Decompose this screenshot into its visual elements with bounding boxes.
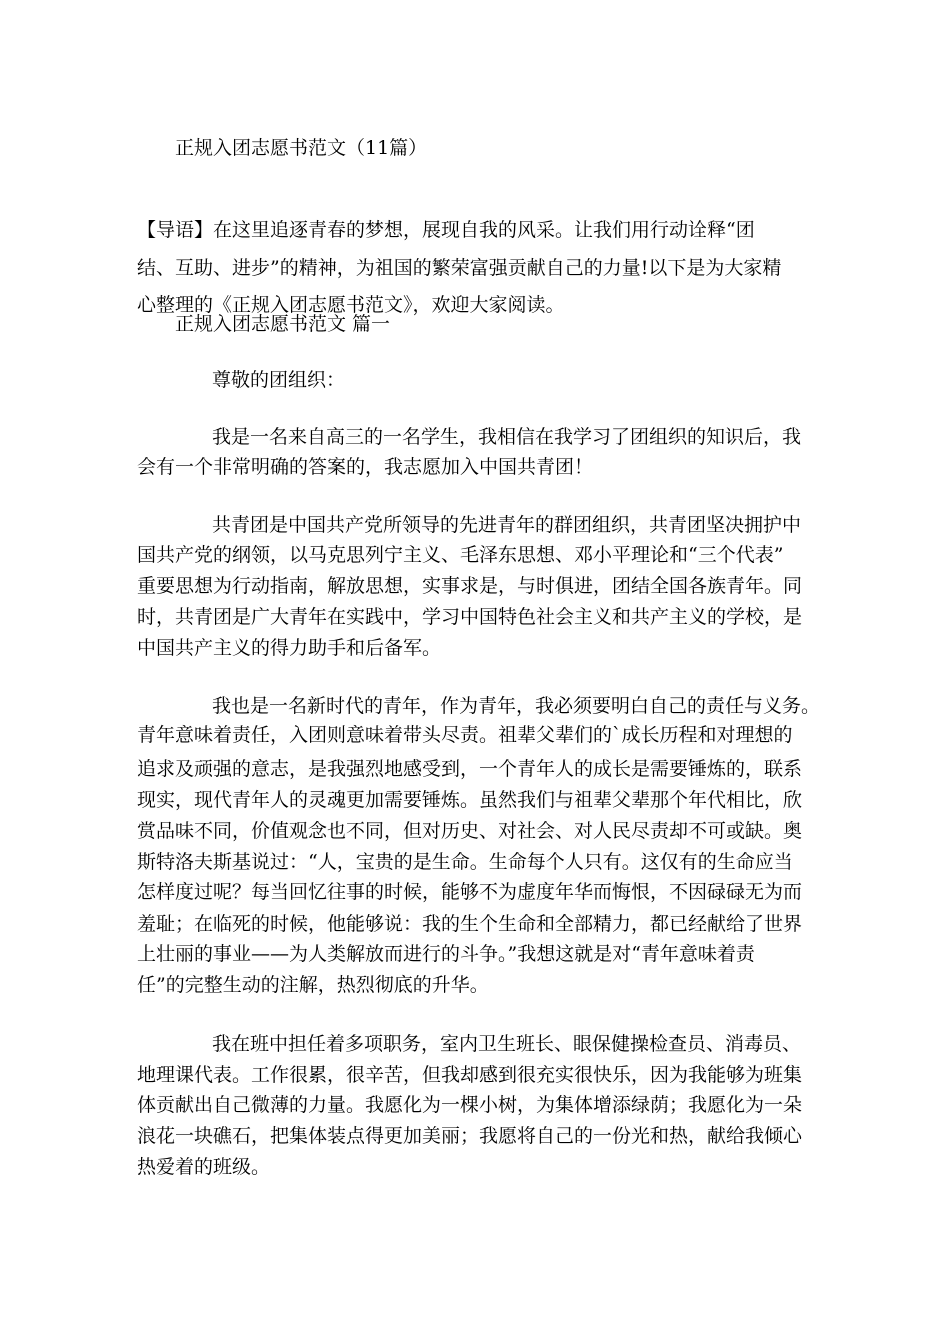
paragraph-line: 怎样度过呢？每当回忆往事的时候，能够不为虚度年华而悔恨，不因碌碌无为而 [137,881,803,903]
salutation: 尊敬的团组织： [212,369,346,391]
paragraph-line: 任”的完整生动的注解，热烈彻底的升华。 [137,974,489,996]
document-title: 正规入团志愿书范文（11篇） [175,137,428,159]
paragraph-line: 重要思想为行动指南，解放思想，实事求是，与时俱进，团结全国各族青年。同 [137,575,803,597]
paragraph-line: 青年意味着责任，入团则意味着带头尽责。祖辈父辈们的`成长历程和对理想的 [137,724,793,746]
paragraph-line: 赏品味不同，价值观念也不同，但对历史、对社会、对人民尽责却不可或缺。奥 [137,820,803,842]
paragraph-line: 热爱着的班级。 [137,1156,271,1178]
paragraph-line: 体贡献出自己微薄的力量。我愿化为一棵小树，为集体增添绿荫；我愿化为一朵 [137,1094,803,1116]
paragraph-line: 羞耻；在临死的时候，他能够说：我的生个生命和全部精力，都已经献给了世界 [137,913,803,935]
intro-line: 结、互助、进步”的精神，为祖国的繁荣富强贡献自己的力量!以下是为大家精 [137,257,782,279]
intro-line: 心整理的《正规入团志愿书范文》，欢迎大家阅读。 [137,294,565,316]
paragraph-line: 国共产党的纲领，以马克思列宁主义、毛泽东思想、邓小平理论和“三个代表” [137,544,784,566]
paragraph-line: 现实，现代青年人的灵魂更加需要锤炼。虽然我们与祖辈父辈那个年代相比，欣 [137,789,803,811]
paragraph-line: 我在班中担任着多项职务，室内卫生班长、眼保健操检查员、消毒员、 [212,1033,802,1055]
paragraph-line: 地理课代表。工作很累，很辛苦，但我却感到很充实很快乐，因为我能够为班集 [137,1064,803,1086]
paragraph-line: 斯特洛夫斯基说过：“人，宝贵的是生命。生命每个人只有。这仅有的生命应当 [137,851,793,873]
paragraph-line: 中国共产主义的得力助手和后备军。 [137,637,442,659]
paragraph-line: 追求及顽强的意志，是我强烈地感受到，一个青年人的成长是需要锤炼的，联系 [137,758,803,780]
paragraph-line: 共青团是中国共产党所领导的先进青年的群团组织，共青团坚决拥护中 [212,514,802,536]
paragraph-line: 我是一名来自高三的一名学生，我相信在我学习了团组织的知识后，我 [212,426,802,448]
intro-line: 【导语】在这里追逐青春的梦想，展现自我的风采。让我们用行动诠释“团 [137,219,755,241]
paragraph-line: 会有一个非常明确的答案的，我志愿加入中国共青团！ [137,456,594,478]
paragraph-line: 浪花一块礁石，把集体装点得更加美丽；我愿将自己的一份光和热，献给我倾心 [137,1125,803,1147]
paragraph-line: 上壮丽的事业——为人类解放而进行的斗争。”我想这就是对“青年意味着责 [137,943,755,965]
section-heading: 正规入团志愿书范文 篇一 [175,313,391,335]
paragraph-line: 时，共青团是广大青年在实践中，学习中国特色社会主义和共产主义的学校，是 [137,606,803,628]
paragraph-line: 我也是一名新时代的青年，作为青年，我必须要明白自己的责任与义务。 [212,695,821,717]
